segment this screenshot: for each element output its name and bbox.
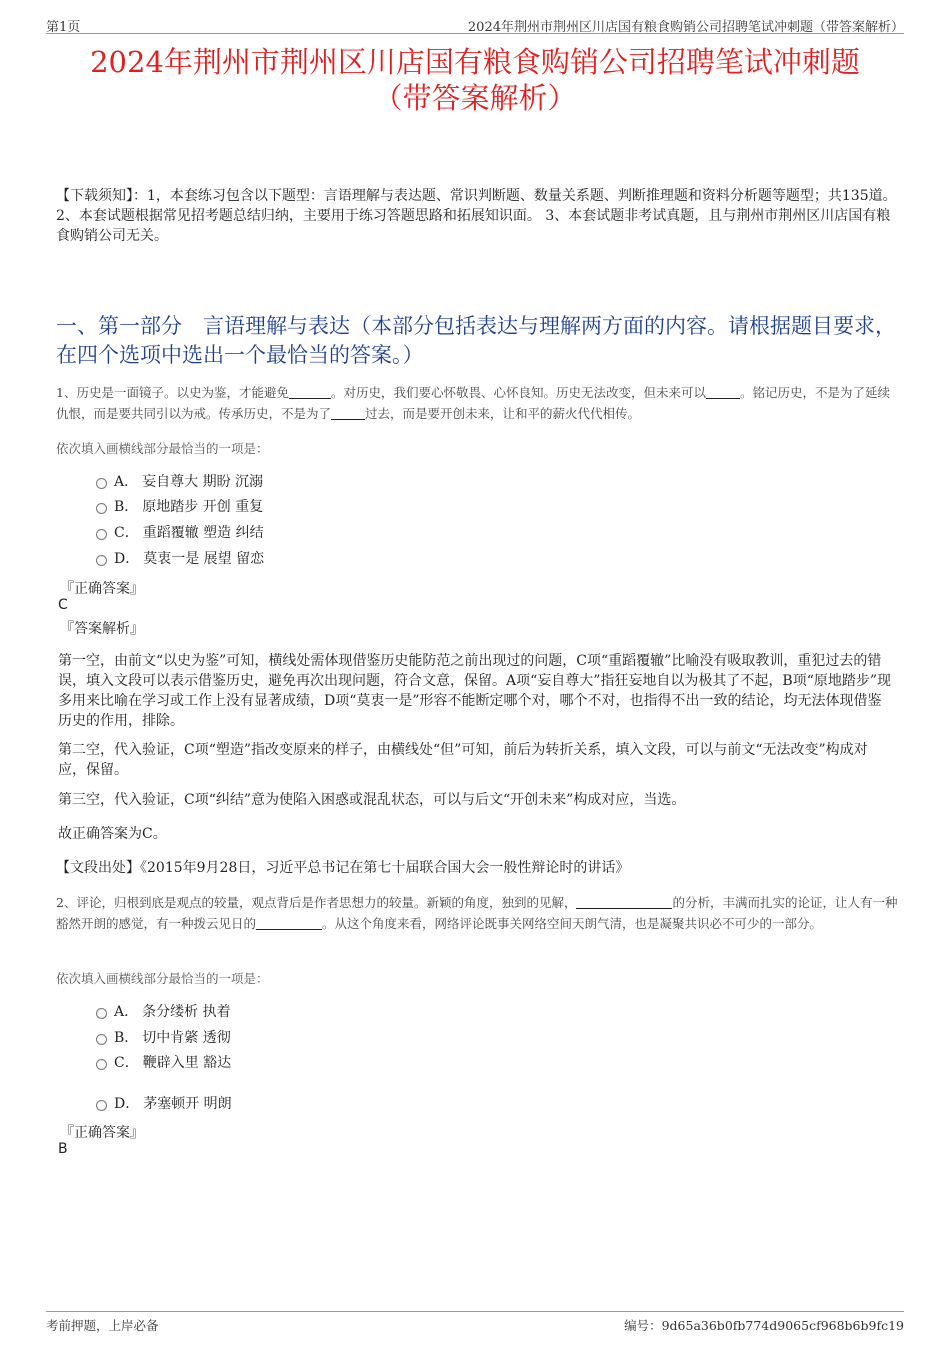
question-1-prompt: 依次填入画横线部分最恰当的一项是： <box>56 441 269 456</box>
q1-source: 【文段出处】《2015年9月28日，习近平总书记在第七十届联合国大会一般性辩论时的讲话》 <box>56 860 630 876</box>
q1-analysis-conclusion: 故正确答案为C。 <box>58 826 167 842</box>
radio-icon[interactable] <box>96 503 107 514</box>
q1-option-b[interactable]: B． 原地踏步 开创 重复 <box>96 497 263 517</box>
radio-icon[interactable] <box>96 478 107 489</box>
q2-option-b[interactable]: B． 切中肯綮 透彻 <box>96 1028 231 1048</box>
q1-option-c[interactable]: C． 重蹈覆辙 塑造 纠结 <box>96 523 264 543</box>
q1-analysis-paragraph-3: 第三空，代入验证，C项“纠结”意为使陷入困惑或混乱状态，可以与后文“开创未来”构成对应，当选。 <box>58 792 686 808</box>
question-1-stem: 1、历史是一面镜子。以史为鉴，才能避免 。对历史，我们要心怀敬畏、心怀良知。历史无法改变，但未来可以 。铭记历史，不是为了延续仇恨，而是要共同引以为戒。传承历史，不是为了 过去，而是要开创未来，让和平的薪火代代相传。 <box>56 385 890 421</box>
q1-analysis-paragraph-1: 第一空，由前文“以史为鉴”可知，横线处需体现借鉴历史能防范之前出现过的问题，C项“重蹈覆辙”比喻没有吸取教训，重犯过去的错误，填入文段可以表示借鉴历史，避免再次出现问题，符合文意，保留。A项“妄自尊大”指狂妄地自以为极其了不起，B项“原地踏步”现多用来比喻在学习或工作上没有显著成绩，D项“莫衷一是”形容不能断定哪个对，哪个不对，也指得不出一致的结论，均无法体现借鉴历史的作用，排除。 <box>58 653 892 729</box>
blank-1 <box>576 895 672 909</box>
page-header <box>46 14 904 34</box>
radio-icon[interactable] <box>96 1059 107 1070</box>
blank-3 <box>331 406 365 420</box>
q1-analysis-label: 『答案解析』 <box>60 621 144 637</box>
q1-option-a[interactable]: A． 妄自尊大 期盼 沉溺 <box>96 472 263 492</box>
header-doc-title: 2024年荆州市荆州区川店国有粮食购销公司招聘笔试冲刺题（带答案解析） <box>467 20 904 35</box>
radio-icon[interactable] <box>96 1100 107 1111</box>
radio-icon[interactable] <box>96 555 107 566</box>
download-notice: 【下载须知】：1，本套练习包含以下题型：言语理解与表达题、常识判断题、数量关系题、判断推理题和资料分析题等题型；共135道。 2、本套试题根据常见招考题总结归纳，主要用于练习答题思路和拓展知识面。 3、本套试题非考试真题，且与荆州市荆州区川店国有粮食购销公司无关。 <box>56 188 897 244</box>
footer-slogan: 考前押题，上岸必备 <box>46 1318 159 1333</box>
radio-icon[interactable] <box>96 1034 107 1045</box>
blank-1 <box>289 385 331 399</box>
blank-2 <box>706 385 740 399</box>
q2-option-c[interactable]: C． 鞭辟入里 豁达 <box>96 1053 231 1073</box>
q2-option-d[interactable]: D． 茅塞顿开 明朗 <box>96 1094 232 1114</box>
q1-analysis-paragraph-2: 第二空，代入验证，C项“塑造”指改变原来的样子，由横线处“但”可知，前后为转折关系，填入文段，可以与前文“无法改变”构成对应，保留。 <box>58 742 868 778</box>
section-heading: 一、第一部分 言语理解与表达（本部分包括表达与理解两方面的内容。请根据题目要求，在四个选项中选出一个最恰当的答案。） <box>56 314 896 367</box>
q1-option-d[interactable]: D． 莫衷一是 展望 留恋 <box>96 549 264 569</box>
document-title <box>40 44 910 116</box>
page-footer <box>46 1311 904 1335</box>
page-number: 第1页 <box>46 20 81 35</box>
radio-icon[interactable] <box>96 529 107 540</box>
q2-option-a[interactable]: A． 条分缕析 执着 <box>96 1002 231 1022</box>
title-line-2: （带答案解析） <box>373 81 577 115</box>
radio-icon[interactable] <box>96 1008 107 1019</box>
q2-answer: B <box>58 1141 68 1157</box>
title-line-1: 2024年荆州市荆州区川店国有粮食购销公司招聘笔试冲刺题 <box>90 45 860 79</box>
footer-serial: 编号：9d65a36b0fb774d9065cf968b6b9fc19 <box>624 1318 904 1333</box>
q1-answer-label: 『正确答案』 <box>60 581 144 597</box>
blank-2 <box>256 916 322 930</box>
q2-answer-label: 『正确答案』 <box>60 1125 144 1141</box>
question-2-prompt: 依次填入画横线部分最恰当的一项是： <box>56 971 269 986</box>
q1-answer: C <box>58 597 68 613</box>
question-2-stem: 2、评论，归根到底是观点的较量，观点背后是作者思想力的较量。新颖的角度，独到的见解， 的分析，丰满而扎实的论证，让人有一种豁然开朗的感觉，有一种拨云见日的 。从这个角度来看，网络评论既事关网络空间天朗气清，也是凝聚共识必不可少的一部分。 <box>56 895 898 931</box>
